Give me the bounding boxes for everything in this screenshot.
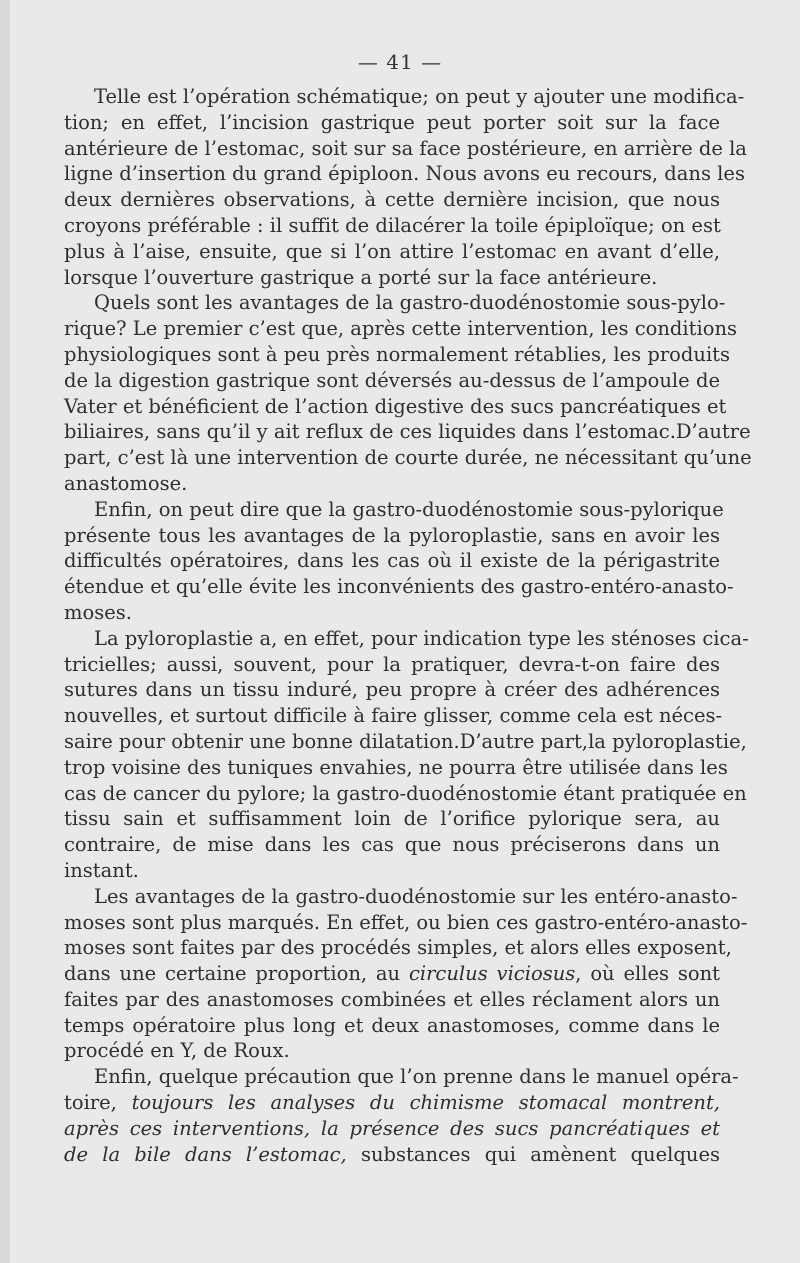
text-line: cas de cancer du pylore; la gastro-duodénostomie étant pratiquée en [64,781,747,805]
text-line: Enfin, on peut dire que la gastro-duodénostomie sous-pylorique [94,497,724,521]
text-line: Telle est l’opération schématique; on peut y ajouter une modifica- [94,85,745,108]
body-text [64,84,752,1167]
text-line: rique? Le premier c’est que, après cette intervention, les conditions [64,317,738,341]
text-line: Quels sont les avantages de la gastro-duodénostomie sous-pylo- [94,291,726,315]
text-line: saire pour obtenir une bonne dilatation.D’autre part,la pyloroplastie, [64,729,747,753]
text-line: biliaires, sans qu’il y ait reflux de ces liquides dans l’estomac.D’autre [64,420,751,444]
text-line: tricielles; aussi, souvent, pour la pratiquer, devra-t-on faire des [64,652,720,676]
text-line: toire, toujours les analyses du chimisme stomacal montrent, [64,1091,720,1115]
text-line: Enfin, quelque précaution que l’on prenne dans le manuel opéra- [94,1065,739,1089]
text-line: faites par des anastomoses combinées et elles réclament alors un [64,987,720,1011]
text-line: contraire, de mise dans les cas que nous préciserons dans un [64,833,720,857]
text-line: Vater et bénéficient de l’action digestive des sucs pancréatiques et [64,394,727,418]
text-line: plus à l’aise, ensuite, que si l’on attire l’estomac en avant d’elle, [64,239,720,263]
text-line: Les avantages de la gastro-duodénostomie sur les entéro-anasto- [94,884,738,908]
text-line: trop voisine des tuniques envahies, ne pourra être utilisée dans les [64,755,728,779]
text-line: sutures dans un tissu induré, peu propre à créer des adhérences [64,678,720,702]
text-line: de la bile dans l’estomac, substances qui amènent quelques [64,1142,720,1166]
text-line: après ces interventions, la présence des sucs pancréatiques et [64,1116,721,1140]
text-line: instant. [64,858,139,882]
book-page [10,0,800,1263]
text-line: deux dernières observations, à cette dernière incision, que nous [64,188,720,212]
text-line: temps opératoire plus long et deux anastomoses, comme dans le [64,1013,720,1037]
text-line: physiologiques sont à peu près normalement rétablies, les produits [64,342,731,366]
text-line: lorsque l’ouverture gastrique a porté sur la face antérieure. [64,265,658,289]
text-line: dans une certaine proportion, au circulus viciosus, où elles sont [64,962,720,986]
text-line: moses sont plus marqués. En effet, ou bien ces gastro-entéro-anasto- [64,910,748,934]
text-line: moses. [64,600,132,624]
text-line: antérieure de l’estomac, soit sur sa face postérieure, en arrière de la [64,136,747,160]
text-line: de la digestion gastrique sont déversés au-dessus de l’ampoule de [64,368,720,392]
text-line: La pyloroplastie a, en effet, pour indication type les sténoses cica- [94,626,749,650]
page-number: — 41 — [357,50,443,74]
text-line: part, c’est là une intervention de courte durée, ne nécessitant qu’une [64,446,752,470]
text-line: tissu sain et suffisamment loin de l’orifice pylorique sera, au [64,807,720,831]
text-line: présente tous les avantages de la pyloroplastie, sans en avoir les [64,523,720,547]
text-line: nouvelles, et surtout difficile à faire glisser, comme cela est néces- [64,704,723,728]
text-line: tion; en effet, l’incision gastrique peut porter soit sur la face [64,110,720,134]
text-line: ligne d’insertion du grand épiploon. Nous avons eu recours, dans les [64,162,745,186]
text-line: croyons préférable : il suffit de dilacérer la toile épiploïque; on est [64,213,721,237]
text-line: étendue et qu’elle évite les inconvénients des gastro-entéro-anasto- [64,575,734,599]
text-line: procédé en Y, de Roux. [64,1039,290,1063]
text-line: moses sont faites par des procédés simples, et alors elles exposent, [64,936,732,960]
text-line: difficultés opératoires, dans les cas où il existe de la périgastrite [64,549,720,573]
text-line: anastomose. [64,471,188,495]
